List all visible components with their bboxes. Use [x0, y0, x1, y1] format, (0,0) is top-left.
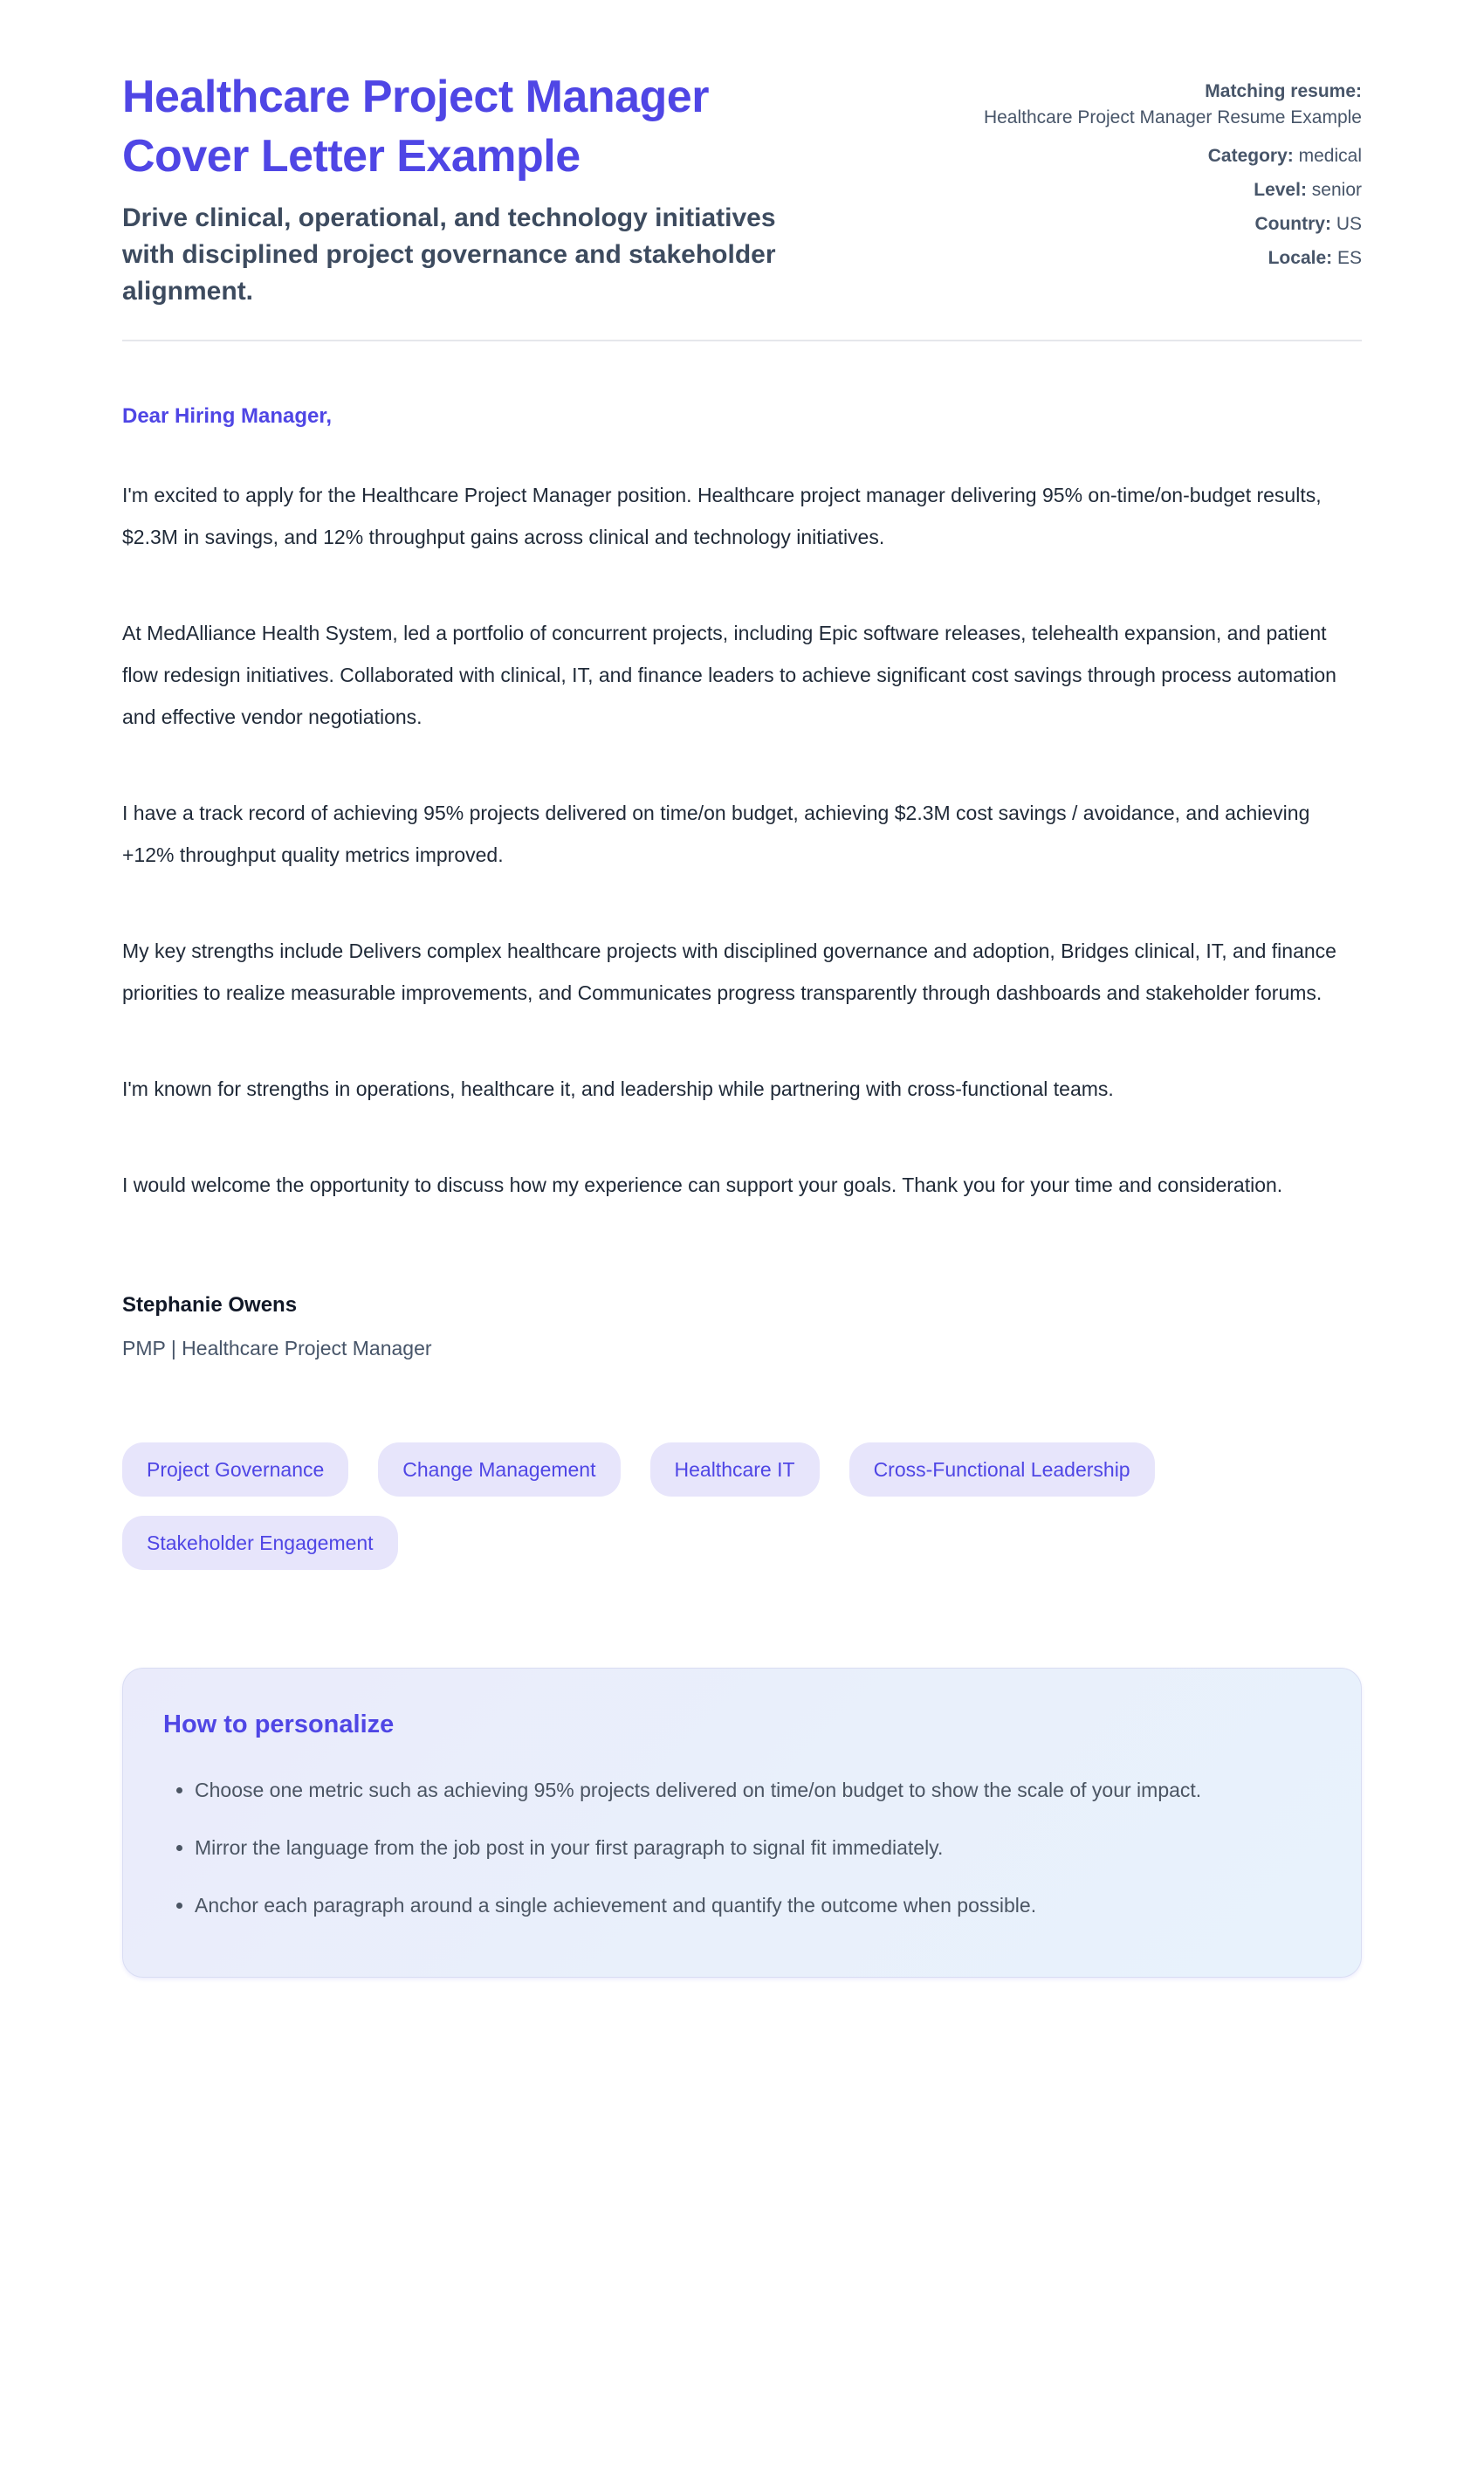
skill-tag: Change Management	[378, 1442, 620, 1497]
meta-value: senior	[1311, 180, 1362, 200]
meta-label: Level:	[1254, 180, 1307, 200]
letter-paragraph: I would welcome the opportunity to discuss how my experience can support your goals. Thank you for your time and consideration.	[122, 1174, 1283, 1197]
letter-paragraph: I have a track record of achieving 95% projects delivered on time/on budget, achieving $2.3M cost savings / avoidance, and achieving +12% throughput quality metrics improved.	[122, 802, 1310, 867]
skill-tag: Healthcare IT	[650, 1442, 820, 1497]
how-to-personalize-card	[122, 1668, 1362, 1978]
meta-label: Country:	[1254, 214, 1331, 234]
letter-paragraph: I'm excited to apply for the Healthcare Project Manager position. Healthcare project manager delivering 95% on-time/on-budget results, $2.3M in savings, and 12% throughput gains across clinical and technology initiatives.	[122, 484, 1322, 549]
header	[122, 68, 1362, 341]
signature-title: PMP | Healthcare Project Manager	[122, 1337, 432, 1360]
meta-label: Category:	[1207, 146, 1294, 166]
page-title: Healthcare Project Manager Cover Letter Example	[122, 72, 709, 182]
cover-letter-body	[122, 341, 1362, 1978]
meta-matching-resume	[978, 79, 1362, 131]
header-title-block	[122, 68, 821, 310]
meta-label: Locale:	[1268, 248, 1333, 268]
page-subtitle: Drive clinical, operational, and technology initiatives with disciplined project governance and stakeholder alignment.	[122, 203, 776, 306]
skill-tag: Stakeholder Engagement	[122, 1516, 398, 1570]
tip-item: • Anchor each paragraph around a single achievement and quantify the outcome when possible.	[195, 1884, 1321, 1926]
skill-tag: Cross-Functional Leadership	[849, 1442, 1155, 1497]
meta-label: Matching resume:	[1205, 81, 1362, 101]
meta-locale	[978, 245, 1362, 272]
page	[122, 0, 1362, 1978]
meta-value: US	[1336, 214, 1362, 234]
tip-item: • Choose one metric such as achieving 95% projects delivered on time/on budget to show the scale of your impact.	[195, 1769, 1321, 1811]
meta-value: ES	[1336, 248, 1362, 268]
meta-panel	[978, 68, 1362, 279]
signature-block	[122, 1293, 1362, 1360]
tips-list	[163, 1769, 1321, 1926]
letter-paragraph: I'm known for strengths in operations, healthcare it, and leadership while partnering with cross-functional teams.	[122, 1077, 1114, 1101]
tip-item: • Mirror the language from the job post in your first paragraph to signal fit immediately.	[195, 1827, 1321, 1869]
meta-level	[978, 177, 1362, 203]
matching-resume-value: Healthcare Project Manager Resume Example	[983, 107, 1362, 127]
skill-tag: Project Governance	[122, 1442, 348, 1497]
letter-greeting: Dear Hiring Manager,	[122, 404, 333, 429]
meta-category	[978, 143, 1362, 169]
tips-heading: How to personalize	[163, 1710, 395, 1739]
letter-paragraph: My key strengths include Delivers complex healthcare projects with disciplined governance and adoption, Bridges clinical, IT, and finance priorities to realize measurable improvements, and Communicates progress transparently through dashboards and stakeholder forums.	[122, 940, 1336, 1005]
meta-country	[978, 211, 1362, 237]
letter-paragraph: At MedAlliance Health System, led a portfolio of concurrent projects, including Epic software releases, telehealth expansion, and patient flow redesign initiatives. Collaborated with clinical, IT, and finance leaders to achieve significant cost savings through process automation and effective vendor negotiations.	[122, 622, 1336, 729]
signature-name: Stephanie Owens	[122, 1293, 298, 1318]
skill-tag-list	[122, 1442, 1170, 1570]
meta-value: medical	[1298, 146, 1362, 166]
